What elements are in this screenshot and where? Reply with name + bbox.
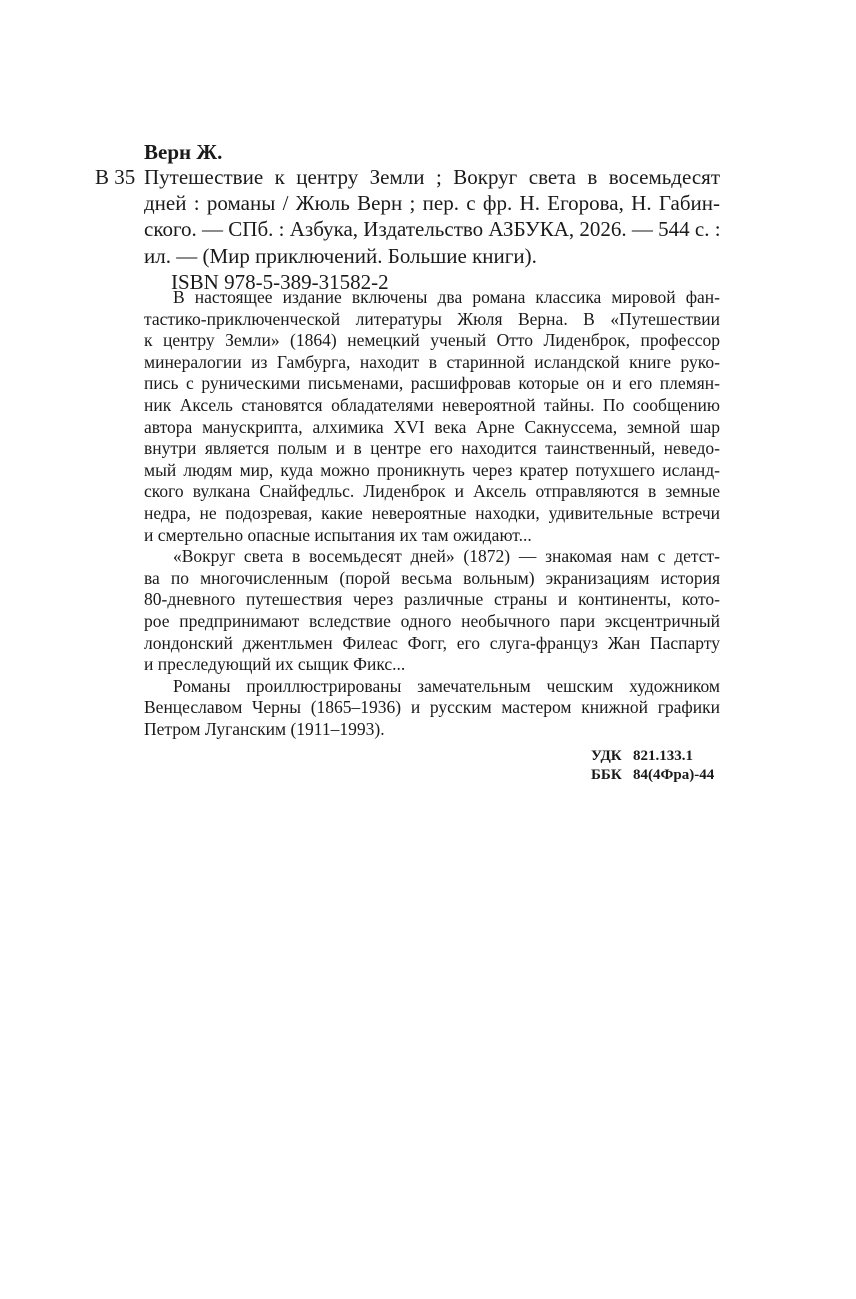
author-heading: Верн Ж. (144, 140, 223, 164)
annotation-line: ского вулкана Снайфедльс. Лиденброк и Аксель отправляются в земные (144, 481, 720, 502)
annotation-line: рое предпринимают вследствие одного необычного пари эксцентричный (144, 610, 720, 631)
annotation-line: тастико-приключенческой литературы Жюля Верна. В «Путешествии (144, 308, 720, 329)
annotation-line: Петром Луганским (1911–1993). (144, 718, 385, 739)
udk-label: УДК (591, 748, 622, 764)
annotation-line: автора манускрипта, алхимика XVI века Арне Сакнуссема, земной шар (144, 416, 720, 437)
annotation-line: В настоящее издание включены два романа классика мировой фан- (173, 287, 720, 307)
annotation-line: и преследующий их сыщик Фикс... (144, 654, 406, 675)
annotation (144, 287, 720, 740)
annotation-line: Венцеславом Черны (1865–1936) и русским мастером книжной графики (144, 697, 720, 718)
annotation-line: ва по многочисленным (порой весьма вольным) экранизациям история (144, 567, 720, 588)
annotation-line: мый людям мир, куда можно проникнуть через кратер потухшего исланд- (144, 459, 720, 480)
annotation-line: внутри является полым и в центре его находится таинственный, неведо- (144, 438, 720, 459)
udk-index (591, 747, 714, 766)
annotation-paragraph (144, 287, 720, 546)
annotation-line: недра, не подозревая, какие невероятные находки, удивительные встречи (144, 502, 720, 523)
annotation-line: и смертельно опасные испытания их там ожидают... (144, 524, 532, 545)
bbk-index (591, 766, 714, 785)
annotation-paragraph (144, 676, 720, 741)
annotation-line: «Вокруг света в восемьдесят дней» (1872) — знакомая нам с детст- (173, 546, 720, 567)
annotation-line: минералогии из Гамбурга, находит в старинной исландской книге руко- (144, 351, 720, 372)
bibliographic-description (144, 164, 720, 295)
biblio-line: ского. — СПб. : Азбука, Издательство АЗБУКА, 2026. — 544 с. : (144, 217, 721, 242)
biblio-line: Путешествие к центру Земли ; Вокруг света в восемьдесят (144, 165, 720, 189)
annotation-paragraph (144, 546, 720, 676)
isbn: ISBN 978-5-389-31582-2 (171, 269, 389, 294)
annotation-line: Романы проиллюстрированы замечательным чешским художником (173, 675, 720, 696)
annotation-line: ник Аксель становятся обладателями невероятной тайны. По сообщению (144, 394, 720, 415)
udk-value: 821.133.1 (633, 748, 693, 764)
bbk-label: ББК (591, 767, 622, 783)
annotation-line: пись с руническими письменами, расшифровав которые он и его племян- (144, 373, 720, 394)
annotation-line: лондонский джентльмен Филеас Фогг, его слуга-француз Жан Паспарту (144, 632, 720, 653)
annotation-line: 80-дневного путешествия через различные страны и континенты, кото- (144, 589, 720, 610)
biblio-line: ил. — (Мир приключений. Большие книги). (144, 243, 537, 268)
biblio-line: дней : романы / Жюль Верн ; пер. с фр. Н. Егорова, Н. Габин- (144, 191, 720, 216)
classification-indexes (591, 747, 714, 785)
classification-code: В 35 (95, 165, 136, 189)
annotation-line: к центру Земли» (1864) немецкий ученый Отто Лиденброк, профессор (144, 330, 720, 351)
bbk-value: 84(4Фра)-44 (633, 767, 715, 783)
